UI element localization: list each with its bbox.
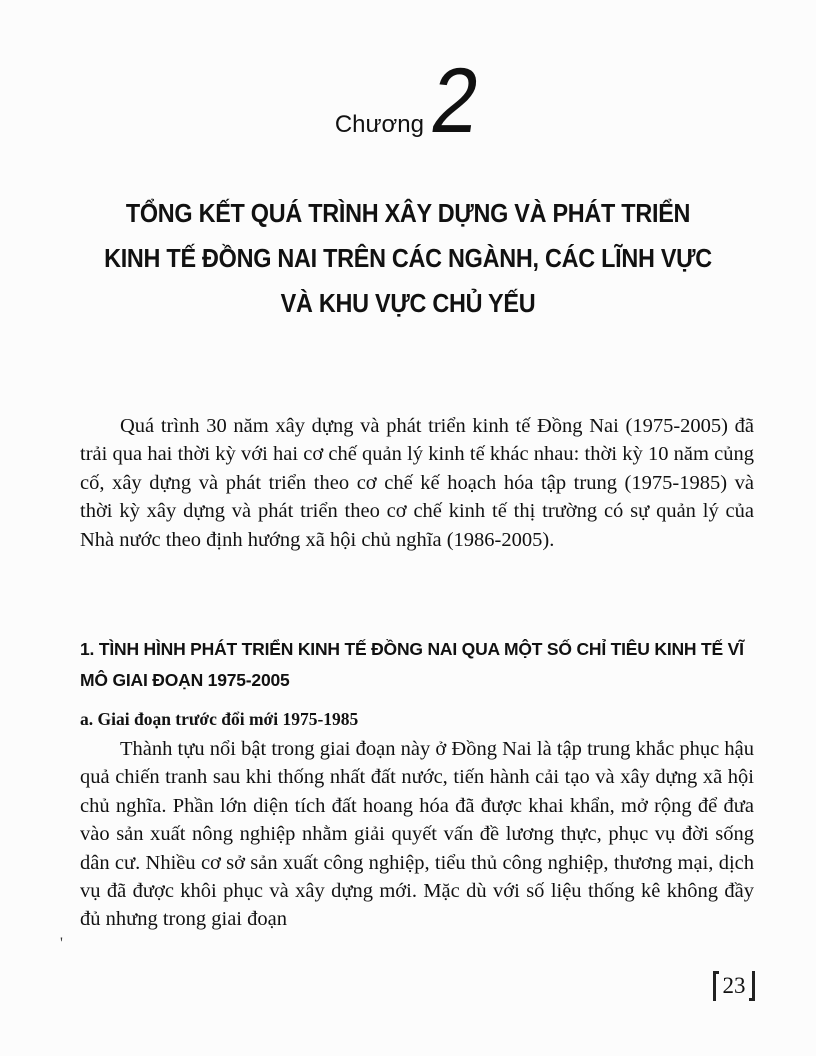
chapter-title-line: TỔNG KẾT QUÁ TRÌNH XÂY DỰNG VÀ PHÁT TRIỂN — [125, 198, 691, 228]
chapter-label: Chương — [334, 111, 424, 138]
body-paragraph: Thành tựu nổi bật trong giai đoạn này ở Đồng Nai là tập trung khắc phục hậu quả chiến tranh sau khi thống nhất đất nước, tiến hành cải tạo và xây dựng xã hội chủ nghĩa. Phần lớn diện tích đất hoang hóa đã được khai khẩn, mở rộng để đưa vào sản xuất nông nghiệp nhằm giải quyết vấn đề lương thực, phục vụ đời sống dân cư. Nhiều cơ sở sản xuất công nghiệp, tiểu thủ công nghiệp, thương mại, dịch vụ đã được khôi phục và xây dựng mới. Mặc dù với số liệu thống kê không đầy đủ nhưng trong giai đoạn — [80, 738, 754, 931]
page-number: 23 — [713, 971, 755, 1001]
chapter-number: 2 — [425, 50, 486, 152]
chapter-title — [95, 191, 721, 326]
chapter-title-line: VÀ KHU VỰC CHỦ YẾU — [280, 288, 536, 318]
chapter-title-line: KINH TẾ ĐỒNG NAI TRÊN CÁC NGÀNH, CÁC LĨNH VỰC — [104, 243, 712, 273]
margin-mark: ' — [60, 935, 63, 952]
section-heading: 1. TÌNH HÌNH PHÁT TRIỂN KINH TẾ ĐỒNG NAI QUA MỘT SỐ CHỈ TIÊU KINH TẾ VĨ MÔ GIAI ĐOẠN 1975-2005 — [80, 639, 744, 690]
chapter-heading — [0, 50, 816, 152]
subsection-heading: a. Giai đoạn trước đổi mới 1975-1985 — [80, 709, 359, 729]
intro-paragraph: Quá trình 30 năm xây dựng và phát triển kinh tế Đồng Nai (1975-2005) đã trải qua hai thời kỳ với hai cơ chế quản lý kinh tế khác nhau: thời kỳ 10 năm củng cố, xây dựng và phát triển theo cơ chế kế hoạch hóa tập trung (1975-1985) và thời kỳ xây dựng và phát triển theo cơ chế kinh tế thị trường có sự quản lý của Nhà nước theo định hướng xã hội chủ nghĩa (1986-2005). — [80, 415, 754, 551]
